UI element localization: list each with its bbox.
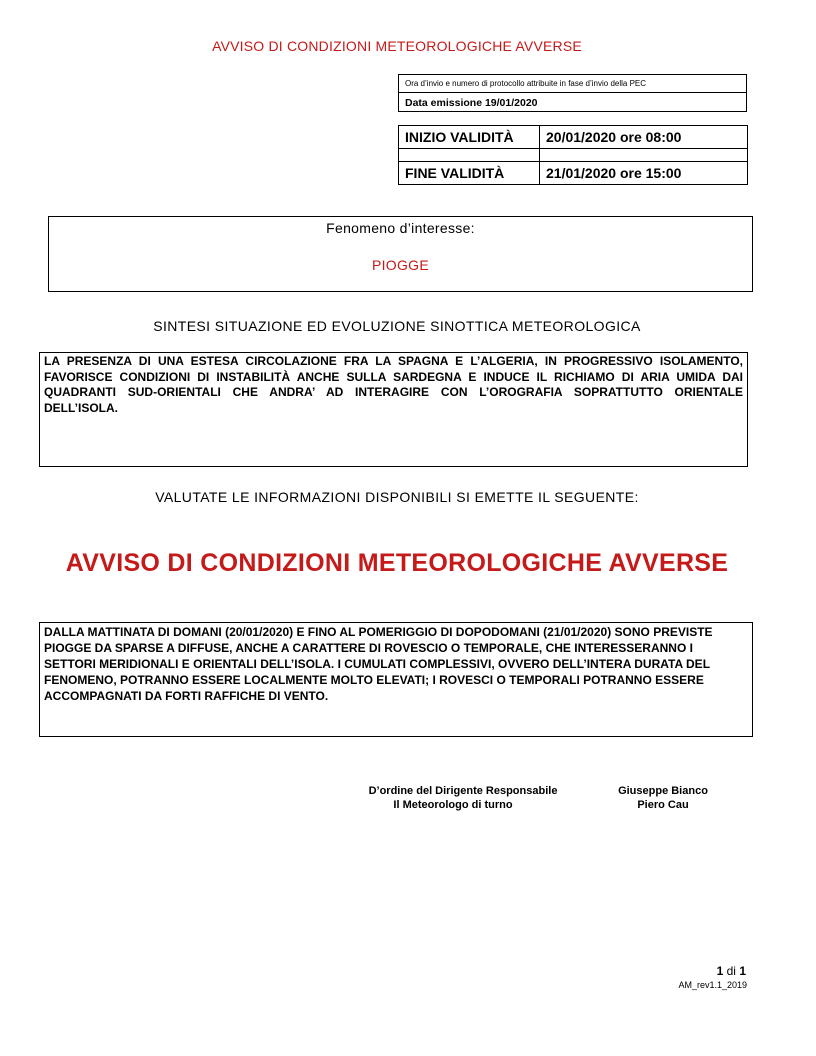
revision-code: AM_rev1.1_2019 <box>678 980 747 990</box>
signature-name-1: Giuseppe Bianco <box>618 785 708 797</box>
evaluation-intro: VALUTATE LE INFORMAZIONI DISPONIBILI SI EMETTE IL SEGUENTE: <box>155 489 639 505</box>
validity-end-label: FINE VALIDITÀ <box>399 162 540 185</box>
validity-start-label: INIZIO VALIDITÀ <box>399 126 540 149</box>
page-number <box>717 964 746 978</box>
validity-end-row <box>399 162 748 185</box>
phenomenon-label: Fenomeno d’interesse: <box>326 220 475 236</box>
page-of: di <box>726 964 736 978</box>
document-title: AVVISO DI CONDIZIONI METEOROLOGICHE AVVERSE <box>212 38 582 54</box>
warning-title: AVVISO DI CONDIZIONI METEOROLOGICHE AVVERSE <box>65 549 729 577</box>
warning-text: DALLA MATTINATA DI DOMANI (20/01/2020) E FINO AL POMERIGGIO DI DOPODOMANI (21/01/2020) SONO PREVISTE PIOGGE DA SPARSE A DIFFUSE, ANCHE A CARATTERE DI ROVESCIO O TEMPORALE, CHE INTERESSERANNO I SETTORI MERIDIONALI E ORIENTALI DELL’ISOLA. I CUMULATI COMPLESSIVI, OVVERO DELL’INTERA DURATA DEL FENOMENO, POTRANNO ESSERE LOCALMENTE MOLTO ELEVATI; I ROVESCI O TEMPORALI POTRANNO ESSERE ACCOMPAGNATI DA FORTI RAFFICHE DI VENTO. <box>39 622 753 737</box>
synopsis-text: LA PRESENZA DI UNA ESTESA CIRCOLAZIONE FRA LA SPAGNA E L’ALGERIA, IN PROGRESSIVO ISOLAMENTO, FAVORISCE CONDIZIONI DI INSTABILITÀ ANCHE SULLA SARDEGNA E INDUCE IL RICHIAMO DI ARIA UMIDA DAI QUADRANTI SUD-ORIENTALI CHE ANDRA’ AD INTERAGIRE CON L’OROGRAFIA SOPRATTUTTO ORIENTALE DELL’ISOLA. <box>39 352 748 467</box>
synopsis-title: SINTESI SITUAZIONE ED EVOLUZIONE SINOTTICA METEOROLOGICA <box>153 318 641 334</box>
signature-name-2: Piero Cau <box>637 799 689 811</box>
pec-note: Ora d’invio e numero di protocollo attribuite in fase d’invio della PEC <box>399 75 746 93</box>
signature-role-2: Il Meteorologo di turno <box>393 799 513 811</box>
issue-date: Data emissione 19/01/2020 <box>405 97 538 109</box>
validity-start-row <box>399 126 748 149</box>
validity-start-value: 20/01/2020 ore 08:00 <box>540 126 748 149</box>
validity-table <box>398 125 748 185</box>
page-current: 1 <box>716 964 724 978</box>
page-total: 1 <box>739 964 746 978</box>
validity-end-value: 21/01/2020 ore 15:00 <box>540 162 748 185</box>
phenomenon-box <box>48 216 753 292</box>
signature-role-1: D’ordine del Dirigente Responsabile <box>368 785 558 797</box>
phenomenon-value: PIOGGE <box>371 257 430 273</box>
pec-info-box <box>398 74 747 112</box>
